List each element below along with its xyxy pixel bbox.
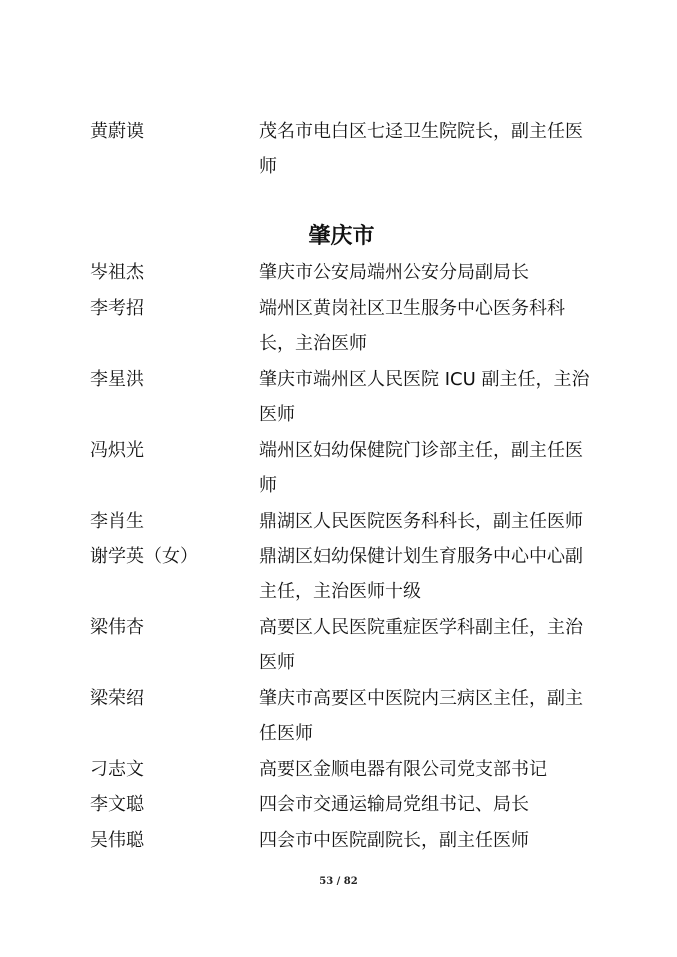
person-position: 端州区妇幼保健院门诊部主任，副主任医师	[259, 440, 583, 496]
person-position: 鼎湖区妇幼保健计划生育服务中心中心副主任，主治医师十级	[259, 546, 583, 602]
person-name: 谢学英（女）	[90, 546, 198, 567]
person-position: 茂名市电白区七迳卫生院院长，副主任医师	[259, 121, 583, 177]
person-name: 黄蔚谟	[90, 121, 144, 142]
person-position: 鼎湖区人民医院医务科科长，副主任医师	[259, 511, 583, 532]
person-name: 李星洪	[90, 369, 144, 390]
person-name: 李文聪	[90, 794, 144, 815]
section-title: 肇庆市	[308, 224, 375, 249]
person-position: 肇庆市端州区人民医院 ICU 副主任，主治医师	[259, 369, 590, 425]
person-name: 李考招	[90, 298, 144, 319]
person-name: 吴伟聪	[90, 830, 144, 851]
person-name: 梁荣绍	[90, 688, 144, 709]
person-position: 端州区黄岗社区卫生服务中心医务科科长，主治医师	[259, 298, 565, 354]
person-name: 岑祖杰	[90, 262, 144, 283]
person-position: 肇庆市公安局端州公安分局副局长	[259, 262, 529, 283]
person-name: 冯炽光	[90, 440, 144, 461]
person-position: 四会市中医院副院长，副主任医师	[259, 830, 529, 851]
page-number: 53 / 82	[319, 876, 358, 887]
person-name: 梁伟杏	[90, 617, 144, 638]
person-position: 四会市交通运输局党组书记、局长	[259, 794, 529, 815]
person-position: 肇庆市高要区中医院内三病区主任，副主任医师	[259, 688, 583, 744]
person-name: 刁志文	[90, 759, 144, 780]
person-position: 高要区金顺电器有限公司党支部书记	[259, 759, 547, 780]
person-name: 李肖生	[90, 511, 144, 532]
person-position: 高要区人民医院重症医学科副主任，主治医师	[259, 617, 583, 673]
